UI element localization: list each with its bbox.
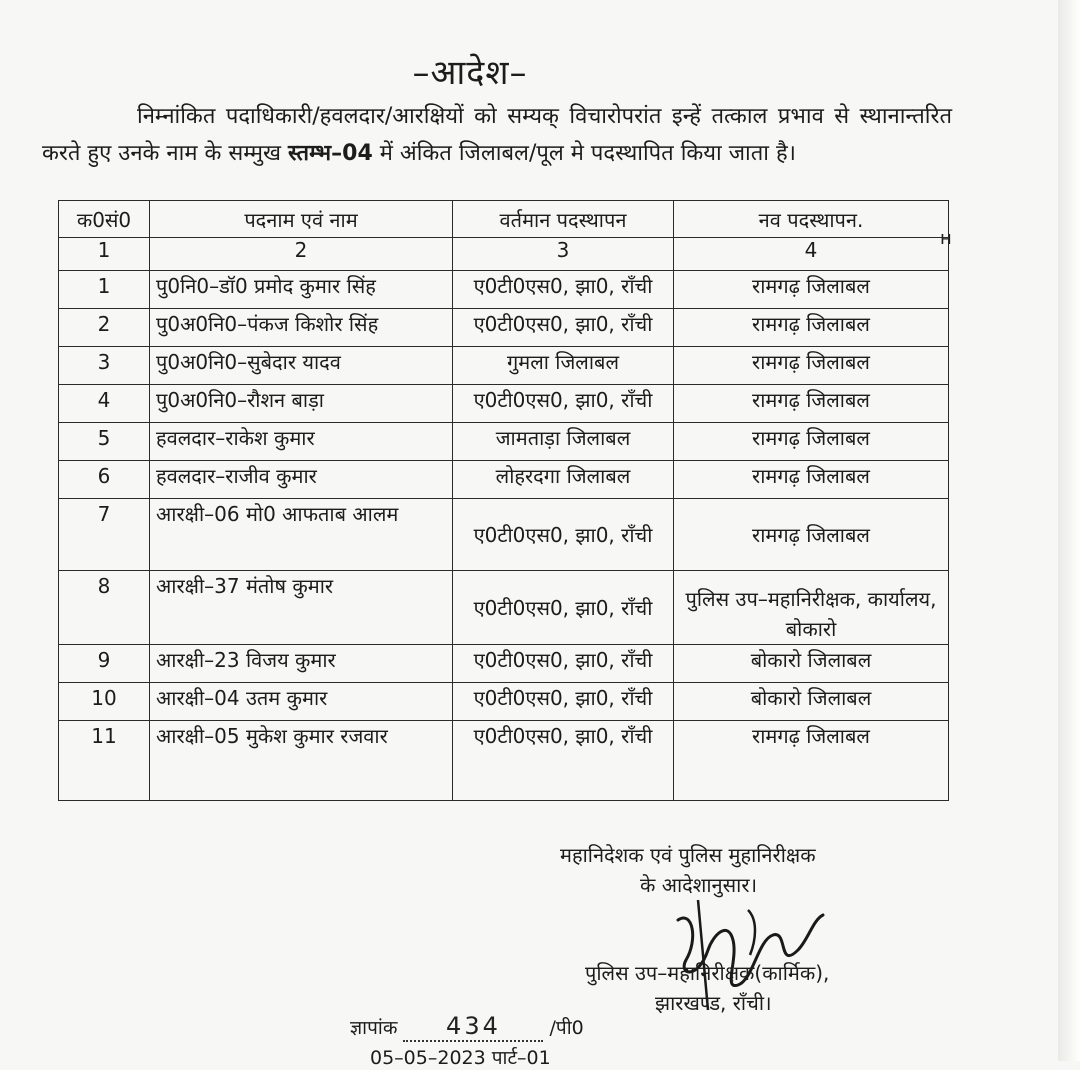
margin-mark: ʜ [940, 228, 952, 249]
signatory-line2: झारखण्ड, राँची। [655, 991, 772, 1015]
signatory-block [585, 958, 829, 1018]
authority-line1: महानिदेशक एवं पुलिस मुहानिरीक्षक [560, 843, 816, 867]
table-header-row [59, 201, 949, 238]
row-name: पु0अ0नि0–रौशन बाड़ा [150, 385, 453, 423]
memo-line [350, 1012, 584, 1042]
row-new: रामगढ़ जिलाबल [674, 271, 949, 309]
header-sn: क0सं0 [59, 201, 150, 238]
row-new: रामगढ़ जिलाबल [674, 309, 949, 347]
row-new: रामगढ़ जिलाबल [674, 499, 949, 571]
row-sn: 3 [59, 347, 150, 385]
row-name: आरक्षी–37 मंतोष कुमार [150, 571, 453, 645]
row-current: ए0टी0एस0, झा0, राँची [453, 571, 674, 645]
memo-suffix: /पी0 [549, 1017, 584, 1039]
order-heading: –आदेश– [412, 53, 528, 93]
row-name: आरक्षी–23 विजय कुमार [150, 645, 453, 683]
row-current: ए0टी0एस0, झा0, राँची [453, 309, 674, 347]
header-new: नव पदस्थापन. [674, 201, 949, 238]
page-edge [1058, 0, 1080, 1061]
row-current: गुमला जिलाबल [453, 347, 674, 385]
table-row [59, 683, 949, 721]
row-sn: 8 [59, 571, 150, 645]
table-row [59, 461, 949, 499]
memo-label: ज्ञापांक [350, 1017, 398, 1039]
header-name: पदनाम एवं नाम [150, 201, 453, 238]
row-new: रामगढ़ जिलाबल [674, 423, 949, 461]
row-current: जामताड़ा जिलाबल [453, 423, 674, 461]
row-sn: 10 [59, 683, 150, 721]
table-row [59, 645, 949, 683]
row-name: आरक्षी–04 उतम कुमार [150, 683, 453, 721]
row-name: पु0अ0नि0–पंकज किशोर सिंह [150, 309, 453, 347]
col-number-4: 4 [674, 238, 949, 271]
row-current: ए0टी0एस0, झा0, राँची [453, 683, 674, 721]
col-number-1: 1 [59, 238, 150, 271]
row-name: पु0नि0–डॉ0 प्रमोद कुमार सिंह [150, 271, 453, 309]
authority-line2: के आदेशानुसार। [640, 873, 758, 897]
col-number-2: 2 [150, 238, 453, 271]
row-current: ए0टी0एस0, झा0, राँची [453, 385, 674, 423]
row-current: ए0टी0एस0, झा0, राँची [453, 721, 674, 801]
column-number-row [59, 238, 949, 271]
row-sn: 7 [59, 499, 150, 571]
row-new: रामगढ़ जिलाबल [674, 347, 949, 385]
row-new: पुलिस उप–महानिरीक्षक, कार्यालय, बोकारो [674, 571, 949, 645]
row-sn: 1 [59, 271, 150, 309]
row-new: रामगढ़ जिलाबल [674, 385, 949, 423]
date-line: 05–05–2023 पार्ट–01 [370, 1047, 551, 1069]
memo-number-field [403, 1012, 543, 1042]
row-sn: 6 [59, 461, 150, 499]
paragraph-part2: में अंकित जिलाबल/पूल मे पदस्थापित किया जाता है। [372, 141, 797, 166]
row-name: पु0अ0नि0–सुबेदार यादव [150, 347, 453, 385]
table-row [59, 721, 949, 801]
row-new: रामगढ़ जिलाबल [674, 721, 949, 801]
paragraph-bold: स्तम्भ–04 [287, 141, 373, 166]
row-name: हवलदार–राजीव कुमार [150, 461, 453, 499]
row-sn: 4 [59, 385, 150, 423]
row-name: आरक्षी–05 मुकेश कुमार रजवार [150, 721, 453, 801]
transfer-table [58, 200, 949, 801]
row-sn: 9 [59, 645, 150, 683]
row-new: बोकारो जिलाबल [674, 645, 949, 683]
row-current: लोहरदगा जिलाबल [453, 461, 674, 499]
signatory-line1: पुलिस उप–महानिरीक्षक(कार्मिक), [585, 961, 830, 985]
row-new: रामगढ़ जिलाबल [674, 461, 949, 499]
table-row [59, 347, 949, 385]
header-current: वर्तमान पदस्थापन [453, 201, 674, 238]
order-paragraph [42, 98, 952, 172]
memo-number: 434 [446, 1012, 501, 1040]
row-new: बोकारो जिलाबल [674, 683, 949, 721]
row-sn: 11 [59, 721, 150, 801]
col-number-3: 3 [453, 238, 674, 271]
table-row [59, 571, 949, 645]
row-sn: 5 [59, 423, 150, 461]
table-row [59, 423, 949, 461]
table-row [59, 499, 949, 571]
row-current: ए0टी0एस0, झा0, राँची [453, 271, 674, 309]
table-row [59, 309, 949, 347]
row-sn: 2 [59, 309, 150, 347]
row-name: हवलदार–राकेश कुमार [150, 423, 453, 461]
table-row [59, 385, 949, 423]
row-current: ए0टी0एस0, झा0, राँची [453, 645, 674, 683]
row-name: आरक्षी–06 मो0 आफताब आलम [150, 499, 453, 571]
table-row [59, 271, 949, 309]
row-current: ए0टी0एस0, झा0, राँची [453, 499, 674, 571]
paragraph-part1: निम्नांकित पदाधिकारी/हवलदार/आरक्षियों को सम्यक् विचारोपरांत इन्हें तत्काल प्रभाव से स्थानान्तरित करते हुए उनके नाम के सम्मुख [42, 104, 952, 166]
